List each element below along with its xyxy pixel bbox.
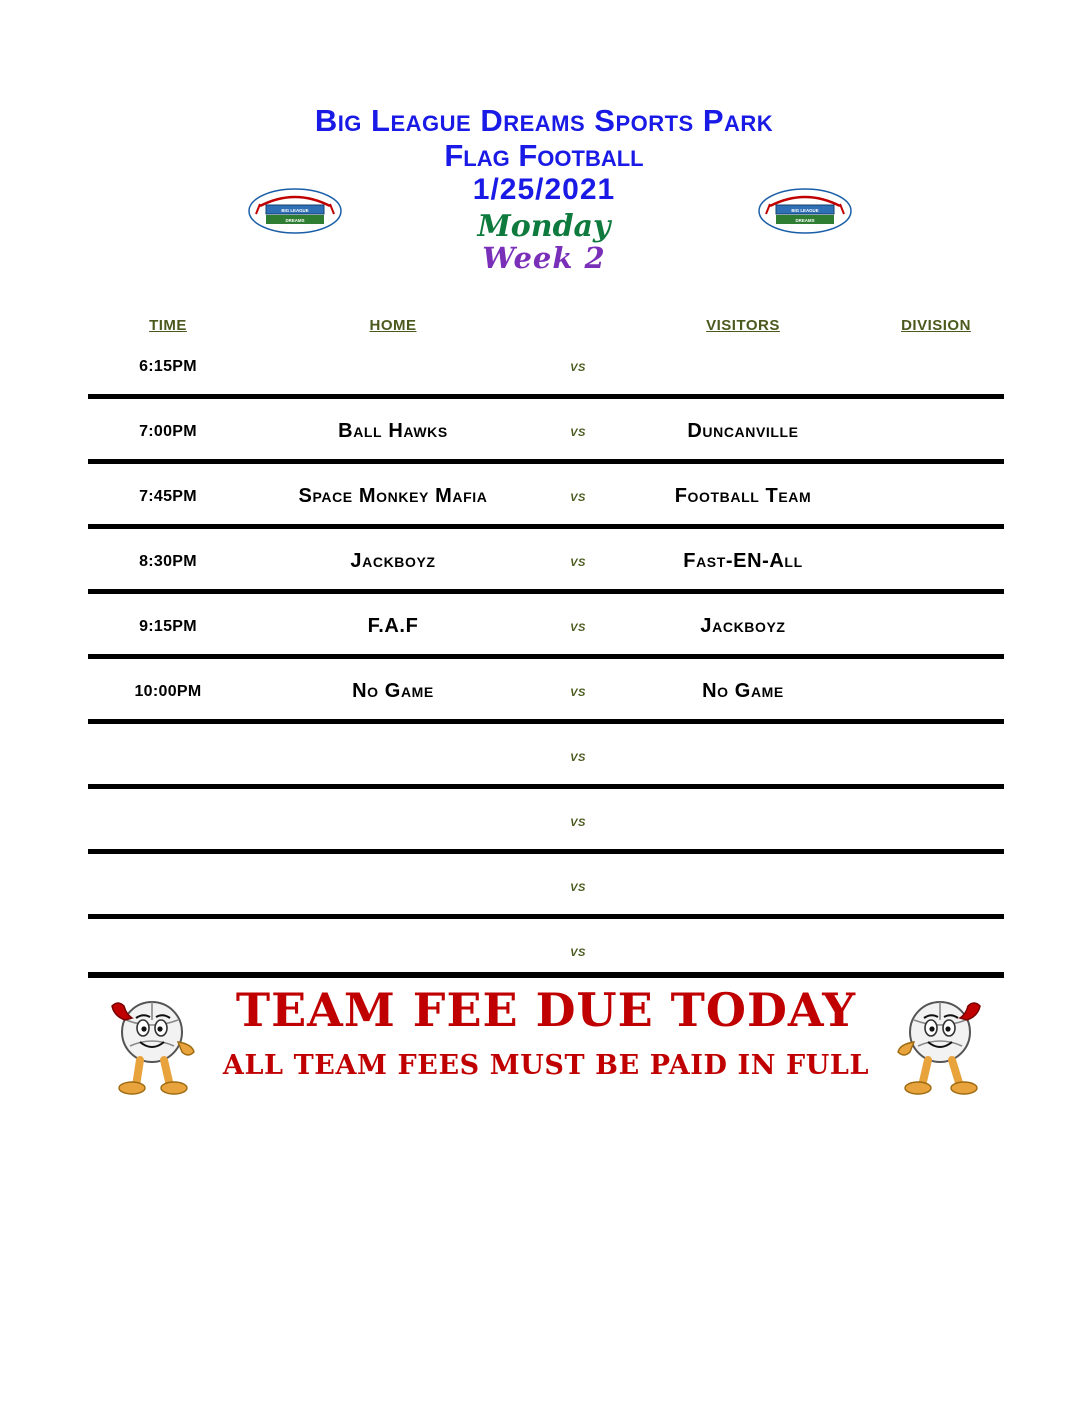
column-header-division: DIVISION	[901, 317, 971, 334]
cell-time: 9:15PM	[139, 617, 197, 635]
cell-vs: vs	[570, 943, 586, 960]
cell-home: Space Monkey Mafia	[298, 485, 488, 507]
table-row	[88, 334, 1004, 399]
cell-home: Jackboyz	[350, 550, 436, 572]
cell-home: No Game	[352, 680, 434, 702]
svg-text:BIG LEAGUE: BIG LEAGUE	[281, 208, 309, 213]
cell-home: Ball Hawks	[338, 420, 448, 442]
column-header-visitors: VISITORS	[706, 317, 780, 334]
table-row	[88, 789, 1004, 854]
fee-notice-text	[88, 982, 1004, 1083]
fee-notice-banner	[88, 972, 1004, 1112]
title-block	[0, 104, 1088, 275]
table-row	[88, 464, 1004, 529]
cell-vs: vs	[570, 488, 586, 505]
cell-time: 6:15PM	[139, 357, 197, 375]
cell-time: 10:00PM	[134, 682, 202, 700]
schedule-day: Monday	[477, 208, 611, 244]
schedule-date: 1/25/2021	[472, 173, 616, 207]
table-row	[88, 529, 1004, 594]
cell-vs: vs	[570, 683, 586, 700]
cell-vs: vs	[570, 748, 586, 765]
cell-visitors: Jackboyz	[700, 615, 786, 637]
cell-vs: vs	[570, 878, 586, 895]
schedule-week: Week 2	[482, 240, 606, 275]
schedule-table	[88, 300, 1004, 984]
table-header-row	[88, 300, 1004, 334]
cell-visitors: Duncanville	[687, 420, 799, 442]
cell-time: 7:00PM	[139, 422, 197, 440]
table-row	[88, 594, 1004, 659]
svg-text:DREAMS: DREAMS	[795, 218, 815, 223]
column-header-time: TIME	[149, 317, 187, 334]
cell-visitors: No Game	[702, 680, 784, 702]
cell-visitors: Fast-EN-All	[683, 550, 803, 572]
svg-text:DREAMS: DREAMS	[285, 218, 305, 223]
column-header-home: HOME	[369, 317, 417, 334]
cell-visitors: Football Team	[674, 485, 812, 507]
cell-vs: vs	[570, 358, 586, 375]
fee-headline: TEAM FEE DUE TODAY	[235, 983, 857, 1037]
park-title: Big League Dreams Sports Park	[314, 103, 774, 138]
sport-title: Flag Football	[444, 137, 644, 173]
cell-vs: vs	[570, 618, 586, 635]
cell-home: F.A.F	[367, 615, 419, 637]
banner-divider	[88, 972, 1004, 978]
cell-time: 7:45PM	[139, 487, 197, 505]
table-row	[88, 854, 1004, 919]
cell-time: 8:30PM	[139, 552, 197, 570]
document-header	[0, 0, 1088, 275]
cell-vs: vs	[570, 813, 586, 830]
svg-text:BIG LEAGUE: BIG LEAGUE	[791, 208, 819, 213]
table-row	[88, 724, 1004, 789]
cell-vs: vs	[570, 553, 586, 570]
fee-subline: ALL TEAM FEES MUST BE PAID IN FULL	[222, 1049, 870, 1081]
cell-vs: vs	[570, 423, 586, 440]
table-row	[88, 659, 1004, 724]
table-row	[88, 399, 1004, 464]
